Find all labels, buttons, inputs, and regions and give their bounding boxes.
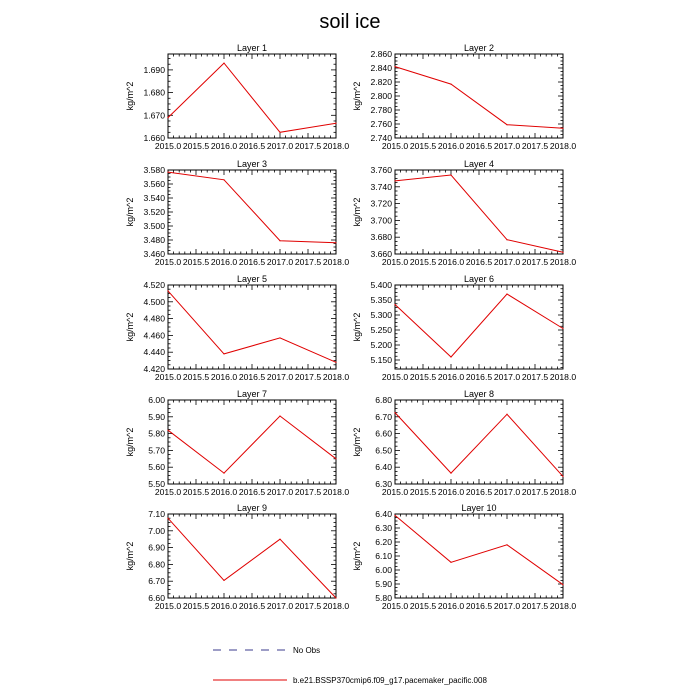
data-point bbox=[335, 123, 336, 124]
y-tick-label: 3.700 bbox=[370, 215, 392, 226]
x-tick-label: 2016.0 bbox=[210, 372, 238, 382]
x-tick-label: 2016.0 bbox=[210, 141, 238, 151]
y-tick-label: 4.440 bbox=[143, 347, 165, 358]
y-tick-label: 6.20 bbox=[375, 537, 392, 547]
y-tick-label: 6.70 bbox=[148, 576, 165, 587]
x-tick-label: 2017.5 bbox=[294, 257, 322, 267]
series-line bbox=[395, 515, 563, 584]
series-line bbox=[168, 416, 336, 473]
data-point bbox=[506, 544, 507, 545]
x-tick-label: 2017.5 bbox=[521, 487, 549, 497]
plot-frame bbox=[395, 285, 563, 369]
data-point bbox=[223, 353, 224, 354]
x-tick-label: 2018.0 bbox=[549, 601, 577, 611]
y-tick-label: 4.460 bbox=[143, 330, 165, 341]
y-tick-label: 5.80 bbox=[375, 593, 392, 603]
x-tick-label: 2015.0 bbox=[381, 141, 409, 151]
x-tick-label: 2017.0 bbox=[493, 601, 521, 611]
data-point bbox=[223, 580, 224, 581]
y-tick-label: 6.40 bbox=[375, 462, 392, 473]
panel-layer-2 bbox=[352, 43, 576, 151]
y-axis-label: kg/m^2 bbox=[352, 312, 362, 342]
y-tick-label: 3.680 bbox=[370, 232, 392, 243]
x-tick-label: 2015.0 bbox=[381, 372, 409, 382]
y-tick-label: 2.740 bbox=[370, 133, 392, 143]
x-tick-label: 2017.0 bbox=[493, 257, 521, 267]
y-tick-label: 3.760 bbox=[370, 165, 392, 175]
series-line bbox=[168, 291, 336, 362]
y-axis-label: kg/m^2 bbox=[125, 427, 135, 457]
data-point bbox=[223, 62, 224, 63]
x-tick-label: 2015.0 bbox=[154, 141, 182, 151]
data-point bbox=[335, 242, 336, 243]
data-point bbox=[450, 472, 451, 473]
x-tick-label: 2015.5 bbox=[182, 141, 210, 151]
y-tick-label: 3.560 bbox=[143, 179, 165, 189]
plot-frame bbox=[395, 400, 563, 484]
data-point bbox=[279, 539, 280, 540]
x-tick-label: 2016.5 bbox=[238, 257, 266, 267]
panel-title: Layer 1 bbox=[236, 43, 268, 53]
x-tick-label: 2017.5 bbox=[521, 372, 549, 382]
y-tick-label: 3.740 bbox=[370, 181, 392, 192]
x-tick-label: 2016.0 bbox=[437, 487, 465, 497]
data-point bbox=[167, 430, 168, 431]
y-tick-label: 5.90 bbox=[375, 579, 392, 589]
x-tick-label: 2016.5 bbox=[238, 372, 266, 382]
y-tick-label: 6.00 bbox=[375, 565, 392, 575]
y-tick-label: 1.660 bbox=[143, 133, 165, 143]
x-tick-label: 2016.5 bbox=[465, 141, 493, 151]
figure-title: soil ice bbox=[319, 11, 381, 33]
x-tick-label: 2015.5 bbox=[409, 141, 437, 151]
panel-title: Layer 2 bbox=[463, 43, 495, 53]
y-tick-label: 2.820 bbox=[370, 77, 392, 87]
x-tick-label: 2017.5 bbox=[294, 141, 322, 151]
plot-frame bbox=[168, 54, 336, 138]
data-point bbox=[506, 239, 507, 240]
x-tick-label: 2016.0 bbox=[437, 601, 465, 611]
x-tick-label: 2016.5 bbox=[465, 257, 493, 267]
y-tick-label: 3.540 bbox=[143, 193, 165, 203]
data-point bbox=[335, 362, 336, 363]
y-axis-label: kg/m^2 bbox=[352, 197, 362, 227]
panel-title: Layer 5 bbox=[236, 274, 268, 284]
plot-frame bbox=[168, 285, 336, 369]
x-tick-label: 2015.5 bbox=[182, 372, 210, 382]
x-tick-label: 2017.0 bbox=[266, 372, 294, 382]
data-point bbox=[279, 337, 280, 338]
y-tick-label: 5.50 bbox=[148, 479, 165, 489]
x-tick-label: 2018.0 bbox=[322, 257, 350, 267]
y-tick-label: 6.00 bbox=[148, 395, 165, 405]
x-tick-label: 2015.0 bbox=[154, 257, 182, 267]
y-tick-label: 3.520 bbox=[143, 207, 165, 217]
data-point bbox=[335, 458, 336, 459]
x-tick-label: 2018.0 bbox=[549, 372, 577, 382]
y-tick-label: 5.150 bbox=[370, 355, 392, 365]
x-tick-label: 2017.0 bbox=[493, 487, 521, 497]
data-point bbox=[279, 132, 280, 133]
x-tick-label: 2016.5 bbox=[238, 141, 266, 151]
x-tick-label: 2018.0 bbox=[549, 257, 577, 267]
y-tick-label: 1.670 bbox=[143, 110, 165, 121]
x-tick-label: 2015.0 bbox=[154, 601, 182, 611]
x-tick-label: 2016.5 bbox=[465, 372, 493, 382]
panel-title: Layer 7 bbox=[236, 389, 268, 399]
data-point bbox=[394, 515, 395, 516]
x-tick-label: 2018.0 bbox=[549, 141, 577, 151]
y-tick-label: 5.90 bbox=[148, 411, 165, 422]
x-tick-label: 2017.5 bbox=[521, 257, 549, 267]
data-point bbox=[562, 252, 563, 253]
data-point bbox=[335, 597, 336, 598]
panel-layer-7 bbox=[125, 389, 349, 497]
y-tick-label: 4.420 bbox=[143, 364, 165, 374]
y-tick-label: 6.60 bbox=[375, 428, 392, 439]
panel-title: Layer 6 bbox=[463, 274, 495, 284]
data-point bbox=[450, 356, 451, 357]
plot-frame bbox=[395, 54, 563, 138]
plot-frame bbox=[168, 514, 336, 598]
x-tick-label: 2015.5 bbox=[409, 601, 437, 611]
legend-obs-label: No Obs bbox=[293, 646, 321, 655]
y-axis-label: kg/m^2 bbox=[352, 541, 362, 571]
y-tick-label: 2.760 bbox=[370, 119, 392, 129]
y-tick-label: 3.480 bbox=[143, 235, 165, 245]
data-point bbox=[562, 128, 563, 129]
x-tick-label: 2017.5 bbox=[294, 372, 322, 382]
y-tick-label: 4.520 bbox=[143, 280, 165, 290]
panel-layer-6 bbox=[352, 274, 576, 382]
series-line bbox=[395, 175, 563, 252]
x-tick-label: 2017.5 bbox=[521, 601, 549, 611]
series-line bbox=[395, 67, 563, 129]
x-tick-label: 2015.5 bbox=[409, 372, 437, 382]
x-tick-label: 2016.0 bbox=[437, 372, 465, 382]
y-tick-label: 7.00 bbox=[148, 525, 165, 536]
data-point bbox=[450, 562, 451, 563]
plot-frame bbox=[395, 514, 563, 598]
panel-title: Layer 3 bbox=[236, 159, 268, 169]
panel-layer-8 bbox=[352, 389, 576, 497]
x-tick-label: 2015.5 bbox=[182, 487, 210, 497]
y-tick-label: 6.80 bbox=[148, 559, 165, 570]
y-tick-label: 4.480 bbox=[143, 313, 165, 324]
y-tick-label: 5.250 bbox=[370, 325, 392, 335]
data-point bbox=[394, 180, 395, 181]
x-tick-label: 2017.0 bbox=[266, 487, 294, 497]
y-tick-label: 2.840 bbox=[370, 63, 392, 73]
y-tick-label: 3.660 bbox=[370, 249, 392, 259]
data-point bbox=[562, 584, 563, 585]
plot-frame bbox=[395, 170, 563, 254]
y-axis-label: kg/m^2 bbox=[125, 312, 135, 342]
panel-layer-5 bbox=[125, 274, 349, 382]
x-tick-label: 2017.0 bbox=[493, 372, 521, 382]
series-line bbox=[395, 413, 563, 477]
data-point bbox=[394, 412, 395, 413]
x-tick-label: 2016.0 bbox=[210, 487, 238, 497]
y-tick-label: 6.30 bbox=[375, 479, 392, 489]
x-tick-label: 2017.0 bbox=[266, 257, 294, 267]
data-point bbox=[167, 172, 168, 173]
y-tick-label: 5.350 bbox=[370, 295, 392, 305]
data-point bbox=[223, 179, 224, 180]
x-tick-label: 2015.0 bbox=[154, 487, 182, 497]
y-tick-label: 3.460 bbox=[143, 249, 165, 259]
series-line bbox=[168, 172, 336, 243]
data-point bbox=[506, 293, 507, 294]
panel-layer-4 bbox=[352, 159, 576, 267]
x-tick-label: 2017.0 bbox=[266, 601, 294, 611]
y-tick-label: 3.720 bbox=[370, 198, 392, 209]
y-tick-label: 6.30 bbox=[375, 523, 392, 533]
y-tick-label: 1.680 bbox=[143, 87, 165, 98]
y-tick-label: 5.70 bbox=[148, 445, 165, 456]
data-point bbox=[167, 117, 168, 118]
y-tick-label: 6.90 bbox=[148, 542, 165, 553]
data-point bbox=[562, 328, 563, 329]
panel-layer-10 bbox=[352, 503, 576, 611]
series-line bbox=[168, 518, 336, 598]
data-point bbox=[223, 472, 224, 473]
y-tick-label: 1.690 bbox=[143, 64, 165, 75]
x-tick-label: 2016.5 bbox=[465, 601, 493, 611]
panel-title: Layer 4 bbox=[463, 159, 495, 169]
legend-model-label: b.e21.BSSP370cmip6.f09_g17.pacemaker_pacific.008 bbox=[293, 676, 487, 685]
panel-title: Layer 9 bbox=[236, 503, 268, 513]
y-axis-label: kg/m^2 bbox=[125, 197, 135, 227]
x-tick-label: 2016.0 bbox=[210, 257, 238, 267]
series-line bbox=[395, 294, 563, 357]
data-point bbox=[167, 290, 168, 291]
y-tick-label: 2.780 bbox=[370, 105, 392, 115]
x-tick-label: 2015.5 bbox=[409, 487, 437, 497]
x-tick-label: 2018.0 bbox=[322, 601, 350, 611]
x-tick-label: 2018.0 bbox=[322, 372, 350, 382]
y-tick-label: 6.70 bbox=[375, 411, 392, 422]
y-tick-label: 3.580 bbox=[143, 165, 165, 175]
data-point bbox=[562, 476, 563, 477]
y-tick-label: 7.10 bbox=[148, 509, 165, 519]
x-tick-label: 2016.5 bbox=[465, 487, 493, 497]
x-tick-label: 2015.5 bbox=[182, 601, 210, 611]
y-tick-label: 5.80 bbox=[148, 428, 165, 439]
x-tick-label: 2016.0 bbox=[210, 601, 238, 611]
x-tick-label: 2017.5 bbox=[294, 487, 322, 497]
x-tick-label: 2017.0 bbox=[266, 141, 294, 151]
x-tick-label: 2016.5 bbox=[238, 601, 266, 611]
panel-layer-1 bbox=[125, 43, 349, 151]
x-tick-label: 2015.0 bbox=[381, 601, 409, 611]
x-tick-label: 2015.0 bbox=[154, 372, 182, 382]
x-tick-label: 2016.0 bbox=[437, 141, 465, 151]
data-point bbox=[394, 304, 395, 305]
y-tick-label: 6.10 bbox=[375, 551, 392, 561]
x-tick-label: 2015.5 bbox=[409, 257, 437, 267]
x-tick-label: 2016.5 bbox=[238, 487, 266, 497]
y-axis-label: kg/m^2 bbox=[352, 81, 362, 111]
plot-frame bbox=[168, 400, 336, 484]
legend bbox=[213, 646, 487, 685]
y-axis-label: kg/m^2 bbox=[125, 541, 135, 571]
y-tick-label: 6.40 bbox=[375, 509, 392, 519]
data-point bbox=[450, 84, 451, 85]
panel-layer-3 bbox=[125, 159, 349, 267]
x-tick-label: 2015.5 bbox=[182, 257, 210, 267]
data-point bbox=[450, 174, 451, 175]
y-axis-label: kg/m^2 bbox=[125, 81, 135, 111]
y-tick-label: 5.60 bbox=[148, 462, 165, 473]
y-tick-label: 2.800 bbox=[370, 91, 392, 101]
y-tick-label: 6.50 bbox=[375, 445, 392, 456]
data-point bbox=[279, 240, 280, 241]
y-tick-label: 5.400 bbox=[370, 280, 392, 290]
x-tick-label: 2017.5 bbox=[521, 141, 549, 151]
series-line bbox=[168, 63, 336, 132]
y-tick-label: 2.860 bbox=[370, 49, 392, 59]
x-tick-label: 2015.0 bbox=[381, 487, 409, 497]
x-tick-label: 2017.0 bbox=[493, 141, 521, 151]
panels bbox=[125, 43, 576, 611]
data-point bbox=[506, 124, 507, 125]
x-tick-label: 2016.0 bbox=[437, 257, 465, 267]
y-tick-label: 5.300 bbox=[370, 310, 392, 320]
x-tick-label: 2015.0 bbox=[381, 257, 409, 267]
y-tick-label: 6.80 bbox=[375, 395, 392, 405]
y-tick-label: 4.500 bbox=[143, 296, 165, 307]
x-tick-label: 2018.0 bbox=[549, 487, 577, 497]
data-point bbox=[506, 414, 507, 415]
panel-title: Layer 10 bbox=[461, 503, 497, 513]
panel-layer-9 bbox=[125, 503, 349, 611]
panel-title: Layer 8 bbox=[463, 389, 495, 399]
x-tick-label: 2018.0 bbox=[322, 487, 350, 497]
y-axis-label: kg/m^2 bbox=[352, 427, 362, 457]
data-point bbox=[167, 518, 168, 519]
x-tick-label: 2017.5 bbox=[294, 601, 322, 611]
data-point bbox=[394, 66, 395, 67]
y-tick-label: 5.200 bbox=[370, 340, 392, 350]
data-point bbox=[279, 415, 280, 416]
y-tick-label: 6.60 bbox=[148, 593, 165, 603]
x-tick-label: 2018.0 bbox=[322, 141, 350, 151]
y-tick-label: 3.500 bbox=[143, 221, 165, 231]
